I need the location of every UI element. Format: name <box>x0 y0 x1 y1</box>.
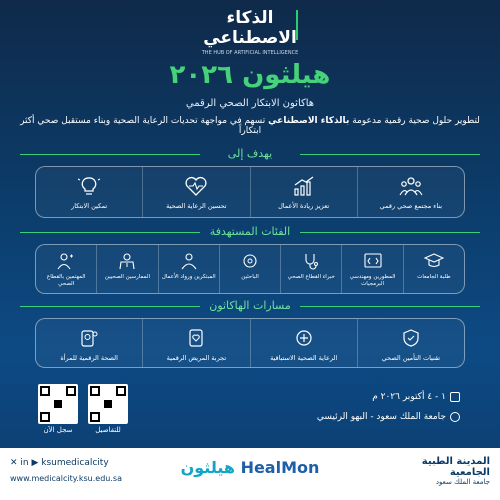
event-subtitle: هاكاثون الابتكار الصحي الرقمي <box>185 98 315 109</box>
tracks-heading-text: مسارات الهاكاثون <box>209 299 291 312</box>
audience-item <box>341 245 402 293</box>
audience-item <box>158 245 219 293</box>
audience-label: الممارسين الصحيين <box>104 274 151 280</box>
footer <box>0 448 500 500</box>
interested-icon <box>56 251 76 271</box>
social-handle[interactable] <box>10 458 109 468</box>
social-icons: ✕ in ▶ <box>10 458 42 468</box>
event-info <box>260 392 460 422</box>
practitioner-icon <box>117 251 137 271</box>
research-icon <box>240 251 260 271</box>
audience-label: المطورين ومهندسي البرمجيات <box>349 274 396 287</box>
women-health-icon <box>76 325 102 351</box>
community-icon <box>398 173 424 199</box>
audience-label: طلبة الجامعات <box>417 274 451 280</box>
audience-label: المهتمين بالقطاع الصحي <box>46 274 86 287</box>
desc-bold: بالذكاء الاصطناعي <box>268 116 350 126</box>
goal-item <box>142 167 249 217</box>
event-location: جامعة الملك سعود - البهو الرئيسي <box>316 412 446 422</box>
goal-item <box>357 167 464 217</box>
goal-item <box>36 167 142 217</box>
qr-details[interactable] <box>88 384 128 434</box>
audience-label: المبتكرين ورواد الأعمال <box>161 274 216 280</box>
track-item <box>357 319 464 367</box>
event-date: ١ - ٤ أكتوبر ٢٠٢٦ م <box>372 392 446 402</box>
tracks-heading <box>0 299 500 313</box>
heart-pulse-icon <box>183 173 209 199</box>
audience-item <box>403 245 464 293</box>
goal-label: بناء مجتمع صحي رقمي <box>379 202 443 210</box>
qr-register-label: سجل الآن <box>43 426 73 434</box>
qr-details-label: للتفاصيل <box>95 426 121 434</box>
track-item <box>142 319 249 367</box>
event-description <box>15 116 485 136</box>
website-link[interactable]: www.medicalcity.ksu.edu.sa <box>10 474 122 483</box>
event-date-row <box>260 392 460 402</box>
healmon-logo <box>175 458 325 477</box>
track-label: تقنيات التأمين الصحي <box>381 354 441 362</box>
goal-item <box>250 167 357 217</box>
patient-experience-icon <box>183 325 209 351</box>
stethoscope-icon <box>301 251 321 271</box>
ksu-name: المدينة الطبية الجامعية <box>421 456 490 478</box>
track-item <box>250 319 357 367</box>
audience-item <box>219 245 280 293</box>
audience-panel <box>35 244 465 294</box>
proactive-care-icon <box>291 325 317 351</box>
logo-sub: THE HUB OF ARTIFICIAL INTELLIGENCE <box>201 50 299 56</box>
innovator-icon <box>179 251 199 271</box>
ksu-sub: جامعة الملك سعود <box>435 478 490 486</box>
qr-register[interactable] <box>38 384 78 434</box>
audience-label: خبراء القطاع الصحي <box>287 274 335 280</box>
audience-label: الباحثين <box>241 274 259 280</box>
graduation-icon <box>424 251 444 271</box>
event-title: هيلثون ٢٠٢٦ <box>169 60 331 90</box>
goals-heading <box>0 147 500 161</box>
growth-chart-icon <box>291 173 317 199</box>
track-label: الصحة الرقمية للمرأة <box>60 354 118 362</box>
desc-suffix: تسهم في مواجهة تحديات الرعاية الصحية وبناء مستقبل صحي أكثر ابتكاراً <box>20 116 269 136</box>
desc-prefix: لتطوير حلول صحية رقمية مدعومة <box>349 116 480 126</box>
qr-code-icon <box>38 384 78 424</box>
qr-code-icon <box>88 384 128 424</box>
palm-crest-icon <box>296 10 310 40</box>
audience-item <box>36 245 96 293</box>
audience-heading <box>0 225 500 239</box>
ksu-medical-city-logo <box>380 456 490 486</box>
hub-ai-logo <box>190 8 310 56</box>
goal-label: تعزيز ريادة الأعمال <box>278 202 330 210</box>
audience-item <box>280 245 341 293</box>
goal-label: تمكين الابتكار <box>71 202 108 210</box>
audience-heading-text: الفئات المستهدفة <box>209 225 291 238</box>
goal-label: تحسين الرعاية الصحية <box>166 202 227 210</box>
tracks-panel <box>35 318 465 368</box>
social-handle-text: ksumedicalcity <box>41 458 109 468</box>
goals-heading-text: يهدف إلى <box>227 147 273 160</box>
location-pin-icon <box>450 412 460 422</box>
logo-mark: الذكاء الاصطناعي <box>203 8 297 48</box>
insurance-icon <box>398 325 424 351</box>
track-label: تجربة المريض الرقمية <box>166 354 227 362</box>
heal-mark: HealMon <box>240 458 320 477</box>
event-location-row <box>260 412 460 422</box>
heal-ar: هيلثون <box>180 458 235 477</box>
lightbulb-icon <box>76 173 102 199</box>
track-label: الرعاية الصحية الاستباقية <box>270 354 338 362</box>
goals-panel <box>35 166 465 218</box>
track-item <box>36 319 142 367</box>
calendar-icon <box>450 392 460 402</box>
code-icon <box>363 251 383 271</box>
audience-item <box>96 245 157 293</box>
